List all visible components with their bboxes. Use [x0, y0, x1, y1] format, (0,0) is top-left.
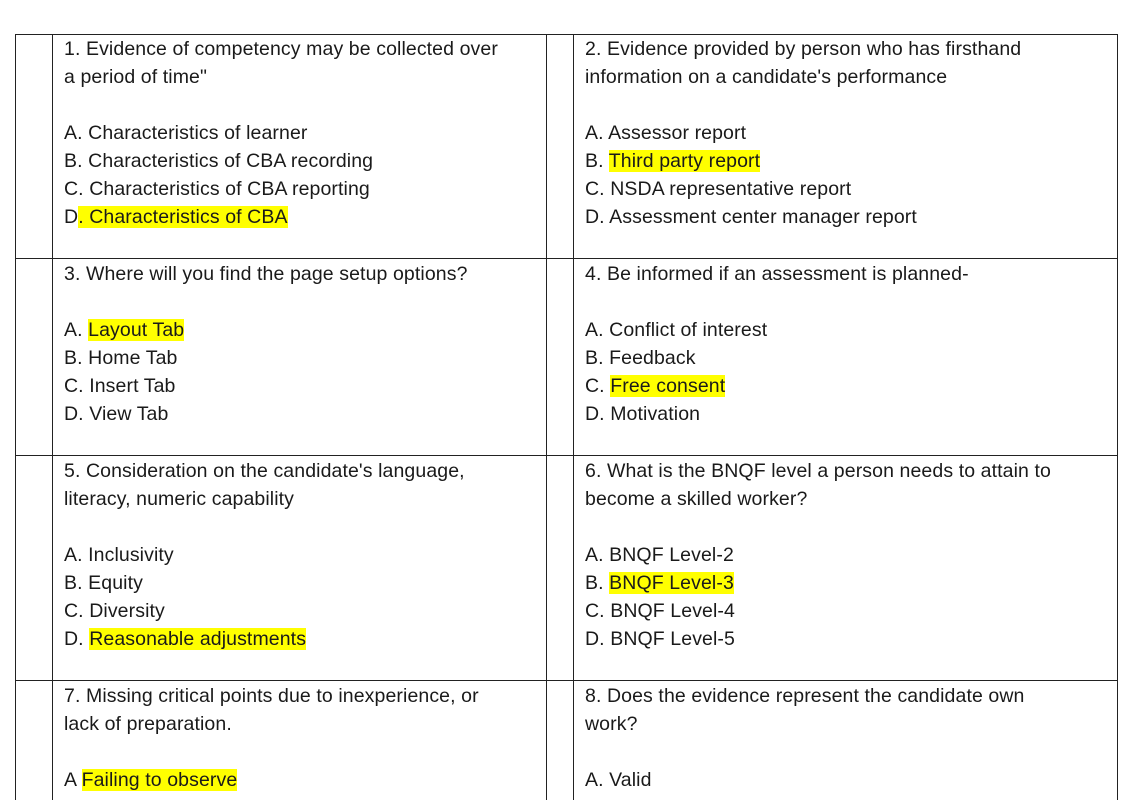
column-divider [52, 34, 53, 800]
option-d: D. View Tab [64, 403, 169, 425]
option-d: D. BNQF Level-5 [585, 628, 735, 650]
option-c: C. Characteristics of CBA reporting [64, 178, 370, 200]
option-b: B. Home Tab [64, 347, 178, 369]
option-c: C. Diversity [64, 600, 165, 622]
question-cell-1 [64, 35, 498, 231]
column-divider [546, 34, 547, 800]
option-a: A. Inclusivity [64, 544, 174, 566]
option-b: B. Characteristics of CBA recording [64, 150, 374, 172]
option-c: C. Insert Tab [64, 375, 176, 397]
option-b: B. Third party report [585, 150, 761, 172]
question-text: become a skilled worker? [585, 488, 808, 510]
option-d: D. Assessment center manager report [585, 206, 917, 228]
question-cell-3 [64, 260, 468, 428]
highlighted-answer: BNQF Level-3 [609, 572, 734, 594]
highlighted-answer: Free consent [610, 375, 726, 397]
option-c: C. NSDA representative report [585, 178, 852, 200]
option-a: A. Conflict of interest [585, 319, 768, 341]
question-text: 8. Does the evidence represent the candidate own [585, 685, 1025, 707]
option-b: B. Equity [64, 572, 143, 594]
question-cell-5 [64, 457, 465, 653]
highlighted-answer: Layout Tab [88, 319, 185, 341]
question-cell-7 [64, 682, 479, 794]
option-b: B. BNQF Level-3 [585, 572, 734, 594]
question-text: 2. Evidence provided by person who has firsthand [585, 38, 1022, 60]
question-cell-4 [585, 260, 969, 428]
question-text: 3. Where will you find the page setup options? [64, 263, 468, 285]
question-text: information on a candidate's performance [585, 66, 948, 88]
question-text: 1. Evidence of competency may be collected over [64, 38, 498, 60]
option-d: D. Motivation [585, 403, 701, 425]
question-text: a period of time" [64, 66, 208, 88]
option-a: A. Assessor report [585, 122, 747, 144]
table-border-left [15, 34, 16, 800]
row-divider [15, 680, 1118, 681]
highlighted-answer: Third party report [608, 150, 761, 172]
option-a: A Failing to observe [64, 769, 238, 791]
option-a: A. Characteristics of learner [64, 122, 308, 144]
question-text: 5. Consideration on the candidate's language, [64, 460, 465, 482]
row-divider [15, 258, 1118, 259]
question-cell-2 [585, 35, 1021, 231]
highlighted-answer: . Characteristics of CBA [78, 206, 288, 228]
option-a: A. BNQF Level-2 [585, 544, 734, 566]
question-text: 6. What is the BNQF level a person needs to attain to [585, 460, 1051, 482]
row-divider [15, 455, 1118, 456]
option-c: C. Free consent [585, 375, 726, 397]
question-cell-8 [585, 682, 1025, 794]
question-text: 7. Missing critical points due to inexperience, or [64, 685, 479, 707]
option-d: D. Characteristics of CBA [64, 206, 288, 228]
option-c: C. BNQF Level-4 [585, 600, 735, 622]
option-d: D. Reasonable adjustments [64, 628, 307, 650]
table-border-right [1117, 34, 1118, 800]
highlighted-answer: Failing to observe [81, 769, 238, 791]
column-divider [573, 34, 574, 800]
question-text: lack of preparation. [64, 713, 232, 735]
option-a: A. Layout Tab [64, 319, 185, 341]
question-text: 4. Be informed if an assessment is planned- [585, 263, 969, 285]
highlighted-answer: Reasonable adjustments [89, 628, 307, 650]
option-a: A. Valid [585, 769, 652, 791]
option-b: B. Feedback [585, 347, 696, 369]
question-text: literacy, numeric capability [64, 488, 295, 510]
question-cell-6 [585, 457, 1051, 653]
question-text: work? [585, 713, 638, 735]
